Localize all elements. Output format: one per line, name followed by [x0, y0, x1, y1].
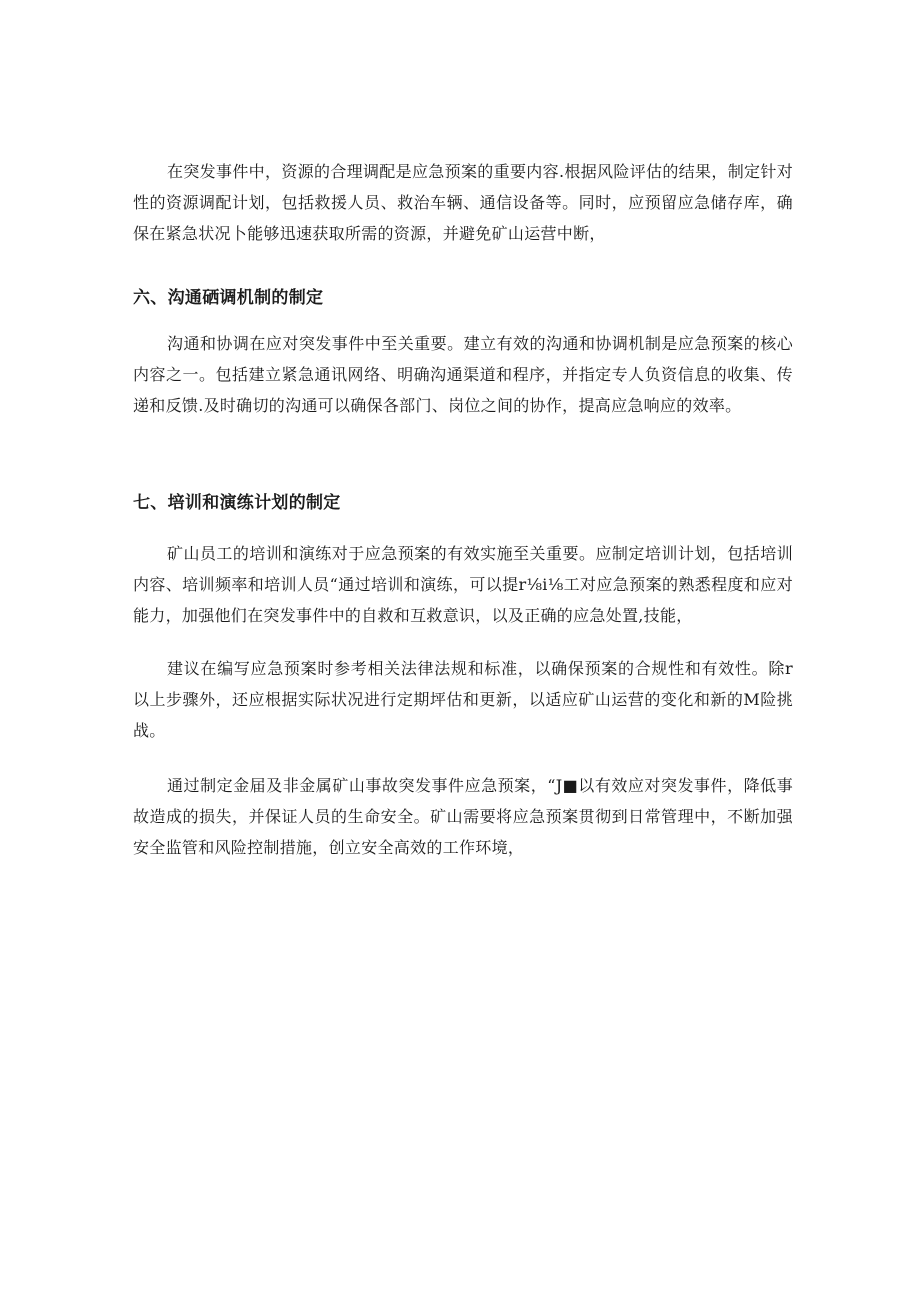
paragraph-recommendation: 建议在编写应急预案时参考相关法律法规和标准，以确保预案的合规性和有效性。除r以上步骤外，还应根据实际状况进行定期坪估和更新，以适应矿山运营的变化和新的M险挑战。 — [133, 659, 793, 740]
paragraph-resource-allocation: 在突发事件中，资源的合理调配是应急预案的重要内容.根据风险评估的结果，制定针对性的资源调配计划，包括救援人员、救治车辆、通信设备等。同时，应预留应急储存库，确保在紧急状况卜能够迅速获取所需的资源，并避免矿山运营中断， — [133, 162, 793, 243]
paragraph-conclusion: 通过制定金届及非金属矿山事故突发事件应急预案，“J■以有效应对突发事件，降低事故造成的损失，并保证人员的生命安全。矿山需要将应急预案贯彻到日常管理中，不断加强安全监管和风险控制措施，创立安全高效的工作环境， — [133, 776, 793, 857]
section-heading-communication: 六、沟通硒调机制的制定 — [133, 288, 324, 308]
paragraph-communication: 沟通和协调在应对突发事件中至关重要。建立有效的沟通和协调机制是应急预案的核心内容之一。包括建立紧急通讯网络、明确沟通渠道和程序，并指定专人负资信息的收集、传递和反馈.及时确切的沟通可以确保各部门、岗位之间的协作，提高应急响应的效率。 — [133, 334, 793, 415]
section-heading-training: 七、培训和演练计划的制定 — [133, 493, 341, 513]
paragraph-training: 矿山员工的培训和演练对于应急预案的有效实施至关重要。应制定培训计划，包括培训内容、培训频率和培训人员“通过培训和演练，可以提r⅛i⅛工对应急预案的熟悉程度和应对能力，加强他们在突发事件中的自救和互救意识，以及正确的应急处置,技能， — [133, 544, 793, 625]
